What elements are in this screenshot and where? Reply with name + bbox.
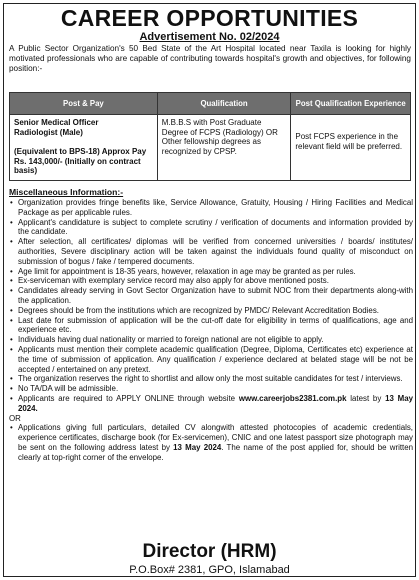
header-post-pay: Post & Pay	[10, 93, 158, 115]
misc-list	[9, 198, 413, 463]
director-title: Director (HRM)	[142, 541, 277, 562]
positions-table	[9, 92, 411, 181]
list-item: • Individuals having dual nationality or married to foreign national are not eligible to apply.	[9, 335, 413, 345]
intro-paragraph: A Public Sector Organization's 50 Bed State of the Art Hospital located near Taxila is looking for highly motivated professionals who are capable of contributing towards hospital's growth and objectives, for following position:-	[9, 44, 411, 73]
or-separator: OR	[9, 413, 21, 423]
list-item: • Applicants must mention their complete academic qualification (Degree, Diploma, Certificates etc) experience at the time of submission of application. Any qualification / experience declared at belated stage will be not be accepted / entertained on any pretext.	[9, 345, 413, 374]
list-item: • Candidates already serving in Govt Sector Organization have to submit NOC from their departments along-with the application.	[9, 286, 413, 306]
list-item: • After selection, all certificates/ diplomas will be verified from concerned universities / boards/ institutes/ authorities, Severe disciplinary action will be taken against the individuals found quality of misconduct on submission of bogus / fake / tempered documents.	[9, 237, 413, 266]
list-item: • Organization provides fringe benefits like, Service Allowance, Gratuity, Housing / Hiring Facilities and Medical Package as per applicable rules.	[9, 198, 413, 218]
website-link[interactable]: www.careerjobs2381.com.pk	[238, 393, 347, 403]
list-item: • Last date for submission of application will be the cut-off date for eligibility in terms of qualifications, age and experience etc.	[9, 316, 413, 336]
list-item: • Degrees should be from the institutions which are recognized by PMDC/ Relevant Accreditation Bodies.	[9, 306, 413, 316]
experience-text: Post FCPS experience in the relevant field will be preferred.	[295, 132, 403, 151]
table-header-row	[10, 93, 411, 115]
list-item: • Applicant's candidature is subject to complete scrutiny / verification of documents and information provided by the candidate.	[9, 218, 413, 238]
header-qualification: Qualification	[157, 93, 291, 115]
post-title: Senior Medical Officer Radiologist (Male)	[14, 118, 99, 137]
postal-address: P.O.Box# 2381, GPO, Islamabad	[129, 564, 290, 576]
list-item: • Age limit for appointment is 18-35 years, however, relaxation in age may be granted as per rules.	[9, 267, 413, 277]
postal-apply-item: • Applications giving full particulars, detailed CV alongwith attested photocopies of academic credentials, experience certificates, discharge book (for Ex-servicemen), CNIC and one latest passport size photograph may be sent on the following address latest by 13 May 2024. The name of the post applied for, should be written clearly at top-right corner of the envelope.	[9, 423, 413, 462]
table-row	[10, 115, 411, 181]
list-item: • Ex-serviceman with exemplary service record may also apply for above mentioned posts.	[9, 276, 413, 286]
advertisement-number: Advertisement No. 02/2024	[139, 31, 280, 43]
header-experience: Post Qualification Experience	[291, 93, 411, 115]
post-pay: (Equivalent to BPS-18) Approx Pay Rs. 143,000/- (Initially on contract basis)	[14, 147, 147, 176]
experience-cell	[291, 115, 411, 181]
apply-online-item: • Applicants are required to APPLY ONLINE through website www.careerjobs2381.com.pk latest by 13 May 2024.	[9, 394, 413, 414]
postal-deadline: 13 May 2024	[173, 442, 222, 452]
list-item: • The organization reserves the right to shortlist and allow only the most suitable candidates for test / interviews.	[9, 374, 413, 384]
page-title: CAREER OPPORTUNITIES	[60, 5, 359, 31]
post-pay-cell	[10, 115, 158, 181]
qualification-cell: M.B.B.S with Post Graduate Degree of FCPS (Radiology) OR Other fellowship degrees as recognized by CPSP.	[157, 115, 291, 181]
list-item: • No TA/DA will be admissible.	[9, 384, 413, 394]
advertisement-page	[3, 3, 416, 577]
misc-heading: Miscellaneous Information:-	[9, 187, 124, 197]
online-deadline: 13 May 2024.	[18, 393, 413, 413]
